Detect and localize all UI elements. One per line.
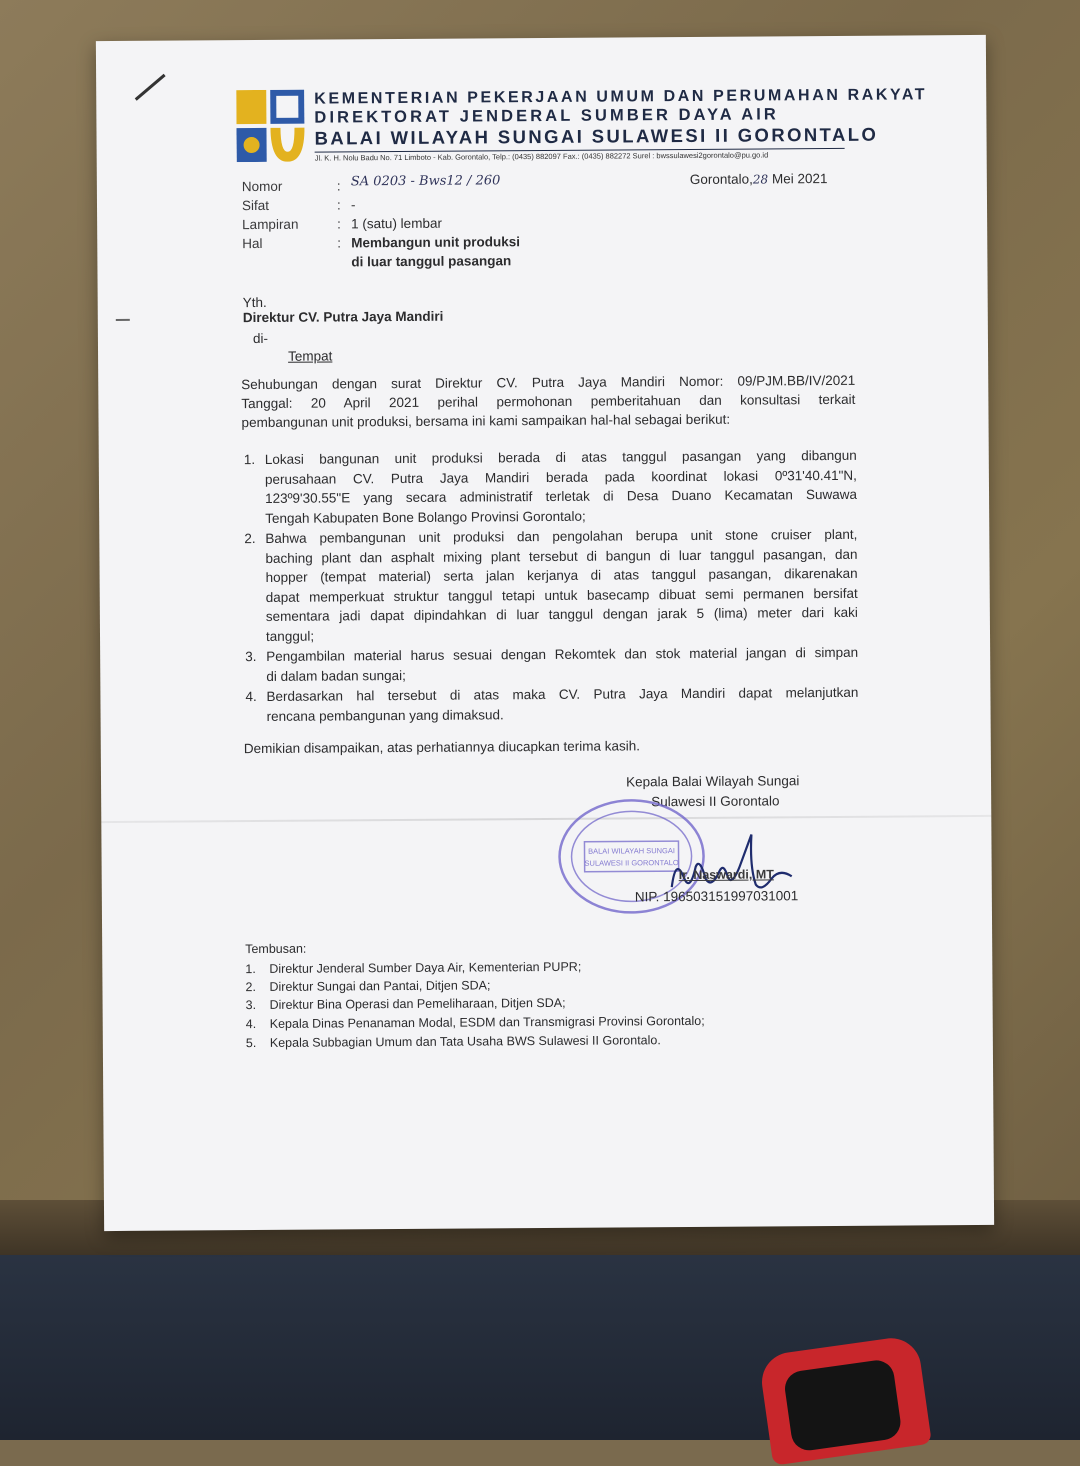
stamp-text-1: BALAI WILAYAH SUNGAI: [588, 846, 675, 856]
letterhead: [236, 86, 928, 213]
list-item-line: tanggul;: [265, 628, 315, 644]
recipient-yth: Yth.: [242, 294, 267, 311]
list-item-line: Pengambilan material harus sesuai dengan Rekomtek dan stok material jangan di simpan: [266, 644, 859, 664]
list-item-line: Lokasi bangunan unit produksi berada di atas tanggul pasangan yang dibangun: [264, 447, 857, 467]
margin-mark: [116, 319, 130, 321]
tembusan-item: Kepala Subbagian Umum dan Tata Usaha BWS Sulawesi II Gorontalo.: [269, 1033, 661, 1050]
tembusan-label: Tembusan:: [245, 941, 307, 957]
intro-line: Sehubungan dengan surat Direktur CV. Putra Jaya Mandiri Nomor: 09/PJM.BB/IV/2021: [241, 372, 856, 393]
closing-sentence: Demikian disampaikan, atas perhatiannya diucapkan terima kasih.: [243, 738, 641, 757]
list-item-line: Bahwa pembangunan unit produksi dan pengolahan berupa unit stone cruiser plant,: [265, 526, 858, 546]
list-item-line: perusahaan CV. Putra Jaya Mandiri berada pada koordinat lokasi 0º31'40.41"N,: [264, 467, 857, 487]
colon: :: [336, 197, 341, 213]
letterhead-office: BALAI WILAYAH SUNGAI SULAWESI II GORONTALO: [314, 123, 879, 149]
paper-fold: [101, 815, 991, 823]
colon: :: [337, 235, 342, 251]
list-item-line: Berdasarkan hal tersebut di atas maka CV. Putra Jaya Mandiri dapat melanjutkan: [266, 684, 859, 704]
hal-value-line1: Membangun unit produksi: [351, 234, 521, 251]
letterhead-ministry: KEMENTERIAN PEKERJAAN UMUM DAN PERUMAHAN RAKYAT: [314, 86, 928, 108]
list-item-line: dapat memperkuat struktur tanggul tetapi untuk basecamp dibuat semi permanen bersifat: [265, 585, 858, 605]
sifat-label: Sifat: [241, 197, 270, 214]
tembusan-number: 3.: [245, 998, 257, 1013]
list-item-number: 4.: [245, 689, 257, 705]
tembusan-number: 2.: [245, 980, 256, 995]
nomor-value: SA 0203 - Bws12 / 260: [350, 173, 501, 190]
nomor-label: Nomor: [241, 178, 283, 195]
list-item-number: 3.: [245, 649, 257, 665]
tembusan-number: 4.: [245, 1017, 257, 1032]
list-item-line: di dalam badan sungai;: [266, 667, 406, 684]
tembusan-item: Direktur Sungai dan Pantai, Ditjen SDA;: [269, 978, 491, 994]
lampiran-value: 1 (satu) lembar: [351, 215, 442, 232]
stamp-text-2: SULAWESI II GORONTALO: [584, 858, 679, 868]
pupr-logo-icon: [236, 90, 305, 162]
signatory-title-line1: Kepala Balai Wilayah Sungai: [625, 773, 800, 790]
list-item-line: hopper (tempat material) serta jalan kerjanya di atas tanggul pasangan, dikarenakan: [265, 565, 858, 585]
list-item-line: 123º9'30.55"E yang secara administratif terletak di Desa Duano Kecamatan Suwawa: [265, 486, 858, 506]
date-day: 28: [752, 172, 769, 187]
tembusan-item: Direktur Bina Operasi dan Pemeliharaan, Ditjen SDA;: [269, 995, 566, 1012]
tembusan-number: 1.: [245, 962, 256, 977]
signatory-title-line2: Sulawesi II Gorontalo: [651, 793, 780, 810]
signatory-nip: NIP. 196503151997031001: [634, 888, 799, 905]
tembusan-item: Direktur Jenderal Sumber Daya Air, Kementerian PUPR;: [269, 959, 582, 976]
list-item: [265, 446, 858, 528]
list-item: [266, 643, 858, 686]
recipient-name: Direktur CV. Putra Jaya Mandiri: [242, 308, 444, 326]
red-object: [758, 1334, 932, 1465]
list-item: [266, 683, 858, 726]
letterhead-directorate: DIREKTORAT JENDERAL SUMBER DAYA AIR: [314, 105, 779, 127]
intro-line: pembangunan unit produksi, bersama ini kami sampaikan hal-hal sebagai berikut:: [241, 411, 731, 431]
tembusan-number: 5.: [245, 1036, 257, 1051]
lampiran-label: Lampiran: [242, 216, 299, 233]
list-item-line: baching plant dan asphalt mixing plant tersebut di bangun di luar tanggul pasangan, dan: [265, 546, 858, 566]
colon: :: [337, 216, 341, 232]
intro-line: Tanggal: 20 April 2021 perihal permohonan pemberitahuan dan konsultasi terkait: [241, 391, 856, 412]
sifat-value: -: [350, 197, 356, 213]
list-item-line: rencana pembangunan yang dimaksud.: [266, 706, 504, 724]
signatory-name: Ir. Naswardi, MT: [678, 867, 774, 883]
list-item-line: sementara jadi dapat dipindahkan di luar tanggul dengan jarak 5 (lima) meter dari kaki: [265, 604, 858, 624]
recipient-tempat: Tempat: [288, 348, 333, 364]
list-item-number: 2.: [244, 531, 256, 547]
recipient-di: di-: [252, 330, 269, 347]
hal-value-line2: di luar tanggul pasangan: [351, 253, 512, 270]
letter-date: [690, 169, 828, 190]
tembusan-item: Kepala Dinas Penanaman Modal, ESDM dan Transmigrasi Provinsi Gorontalo;: [269, 1013, 705, 1031]
list-item-number: 1.: [243, 452, 256, 468]
date-rest: Mei 2021: [771, 171, 828, 187]
letter-paper: [96, 35, 994, 1231]
list-item-line: Tengah Kabupaten Bone Bolango Provinsi Gorontalo;: [265, 508, 586, 526]
list-item: [265, 525, 858, 646]
intro-paragraph: [241, 371, 855, 432]
date-prefix: Gorontalo,: [689, 171, 753, 187]
hal-label: Hal: [242, 235, 263, 252]
letterhead-address: Jl. K. H. Nolu Badu No. 71 Limboto - Kab. Gorontalo, Telp.: (0435) 882097 Fax.: (0435) 882272 Surel : bwssulawesi2gorontalo@pu.go.id: [315, 148, 845, 163]
pen-mark: [135, 74, 166, 101]
colon: :: [336, 178, 341, 194]
